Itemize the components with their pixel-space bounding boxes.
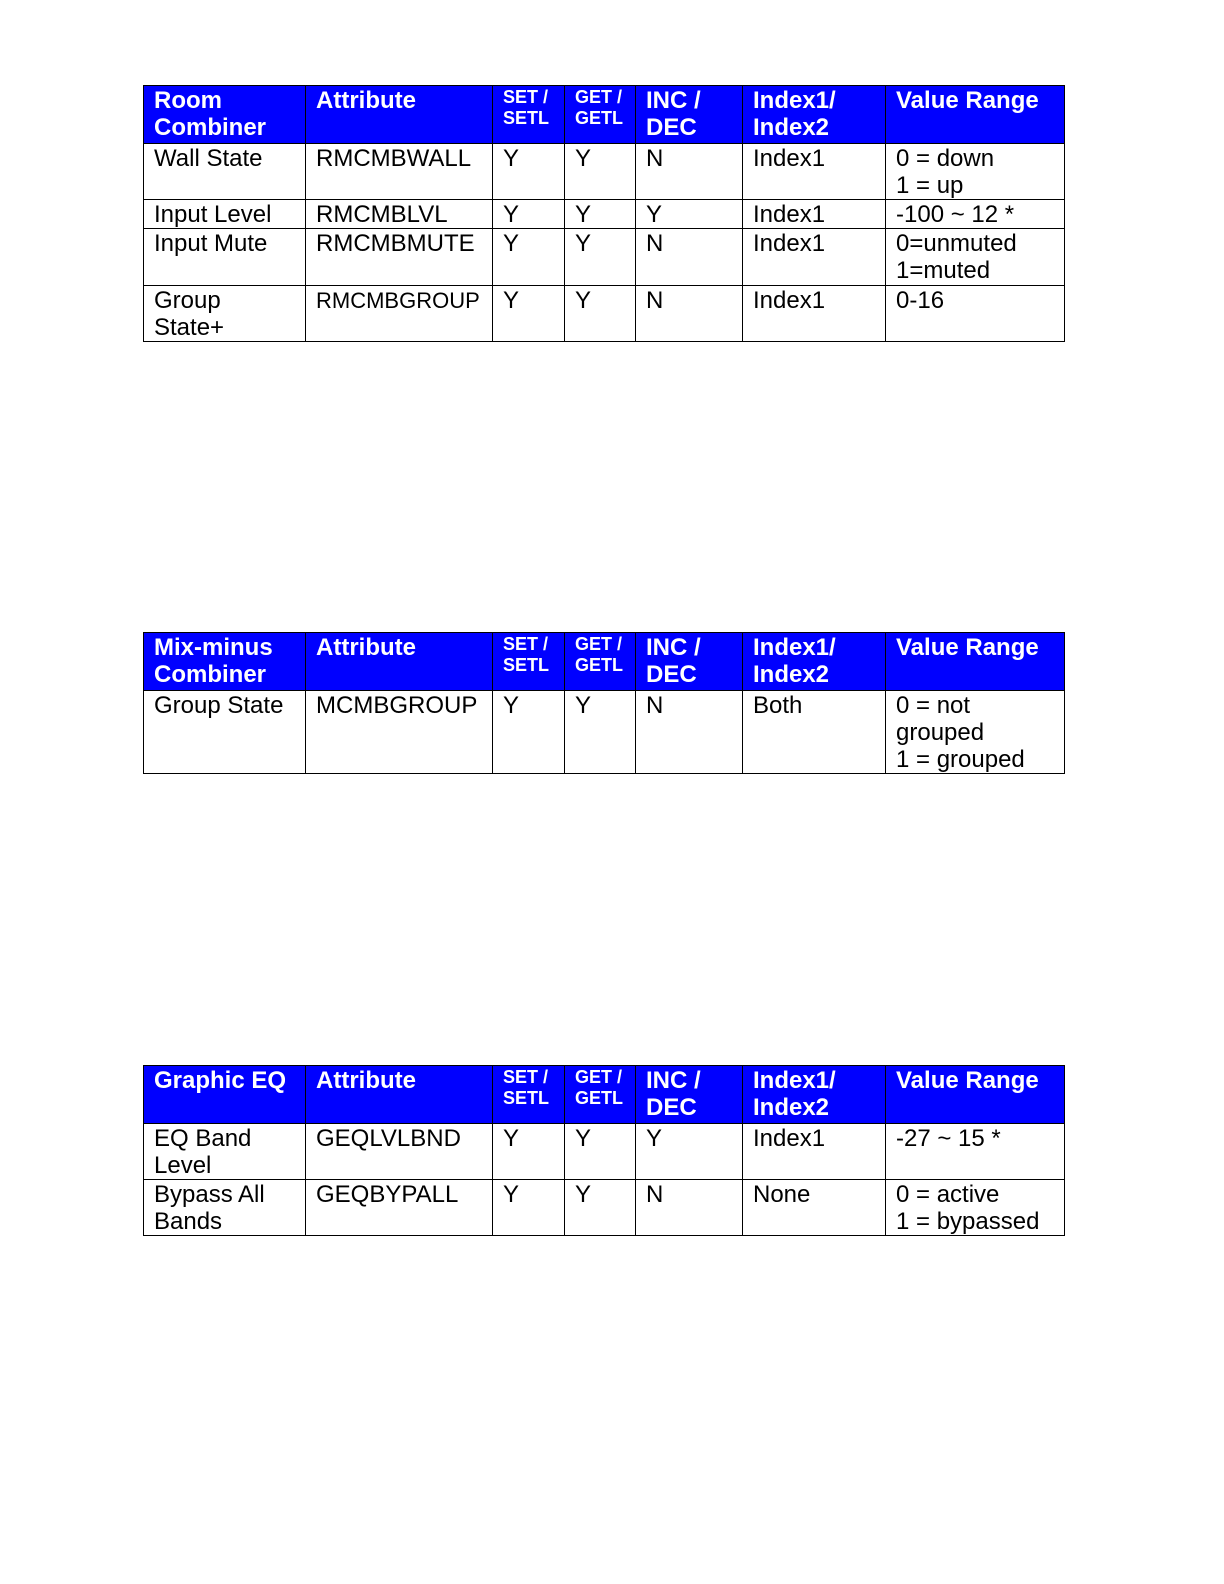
- table-row: [144, 691, 1065, 774]
- table-header-row: [144, 86, 1065, 144]
- header-set: SET / SETL: [493, 633, 565, 691]
- cell-index: Index1: [743, 200, 886, 229]
- cell-name: Group State: [144, 691, 306, 774]
- table-row: [144, 1124, 1065, 1180]
- header-get: GET / GETL: [565, 633, 636, 691]
- cell-attribute: RMCMBWALL: [306, 144, 493, 200]
- cell-get: Y: [565, 144, 636, 200]
- header-value-range: Value Range: [886, 1066, 1065, 1124]
- cell-inc-dec: N: [636, 1180, 743, 1236]
- cell-name: EQ Band Level: [144, 1124, 306, 1180]
- header-value-range: Value Range: [886, 86, 1065, 144]
- table-row: [144, 144, 1065, 200]
- cell-attribute: RMCMBGROUP: [306, 286, 493, 342]
- cell-attribute: GEQLVLBND: [306, 1124, 493, 1180]
- cell-get: Y: [565, 200, 636, 229]
- cell-index: Index1: [743, 144, 886, 200]
- cell-index: Index1: [743, 229, 886, 286]
- header-index: Index1/ Index2: [743, 1066, 886, 1124]
- table-row: [144, 229, 1065, 286]
- cell-name: Input Level: [144, 200, 306, 229]
- cell-attribute: GEQBYPALL: [306, 1180, 493, 1236]
- cell-inc-dec: N: [636, 229, 743, 286]
- cell-set: Y: [493, 144, 565, 200]
- cell-name: Group State+: [144, 286, 306, 342]
- table-title: Mix-minus Combiner: [144, 633, 306, 691]
- cell-set: Y: [493, 1180, 565, 1236]
- table-header-row: [144, 633, 1065, 691]
- header-get: GET / GETL: [565, 1066, 636, 1124]
- table-title: Room Combiner: [144, 86, 306, 144]
- cell-attribute: RMCMBLVL: [306, 200, 493, 229]
- cell-index: Index1: [743, 286, 886, 342]
- header-inc-dec: INC / DEC: [636, 86, 743, 144]
- header-attribute: Attribute: [306, 86, 493, 144]
- cell-set: Y: [493, 200, 565, 229]
- header-index: Index1/ Index2: [743, 633, 886, 691]
- cell-get: Y: [565, 1124, 636, 1180]
- cell-set: Y: [493, 691, 565, 774]
- header-inc-dec: INC / DEC: [636, 633, 743, 691]
- table-header-row: [144, 1066, 1065, 1124]
- graphic-eq-table: [143, 1065, 1065, 1236]
- cell-set: Y: [493, 1124, 565, 1180]
- cell-attribute: RMCMBMUTE: [306, 229, 493, 286]
- cell-value-range: -27 ~ 15 *: [886, 1124, 1065, 1180]
- header-attribute: Attribute: [306, 633, 493, 691]
- cell-attribute: MCMBGROUP: [306, 691, 493, 774]
- header-value-range: Value Range: [886, 633, 1065, 691]
- table-row: [144, 200, 1065, 229]
- cell-name: Bypass All Bands: [144, 1180, 306, 1236]
- room-combiner-table: [143, 85, 1065, 342]
- cell-value-range: 0 = down 1 = up: [886, 144, 1065, 200]
- cell-name: Input Mute: [144, 229, 306, 286]
- cell-index: None: [743, 1180, 886, 1236]
- table-title: Graphic EQ: [144, 1066, 306, 1124]
- mix-minus-combiner-table: [143, 632, 1065, 774]
- table-row: [144, 1180, 1065, 1236]
- cell-get: Y: [565, 286, 636, 342]
- cell-inc-dec: N: [636, 144, 743, 200]
- cell-value-range: -100 ~ 12 *: [886, 200, 1065, 229]
- cell-name: Wall State: [144, 144, 306, 200]
- header-get: GET / GETL: [565, 86, 636, 144]
- cell-value-range: 0 = active 1 = bypassed: [886, 1180, 1065, 1236]
- cell-inc-dec: N: [636, 691, 743, 774]
- cell-inc-dec: N: [636, 286, 743, 342]
- cell-value-range: 0 = not grouped 1 = grouped: [886, 691, 1065, 774]
- header-set: SET / SETL: [493, 86, 565, 144]
- cell-get: Y: [565, 1180, 636, 1236]
- cell-value-range: 0-16: [886, 286, 1065, 342]
- cell-inc-dec: Y: [636, 200, 743, 229]
- header-inc-dec: INC / DEC: [636, 1066, 743, 1124]
- header-index: Index1/ Index2: [743, 86, 886, 144]
- cell-get: Y: [565, 691, 636, 774]
- header-attribute: Attribute: [306, 1066, 493, 1124]
- header-set: SET / SETL: [493, 1066, 565, 1124]
- cell-set: Y: [493, 286, 565, 342]
- cell-inc-dec: Y: [636, 1124, 743, 1180]
- cell-index: Both: [743, 691, 886, 774]
- cell-value-range: 0=unmuted 1=muted: [886, 229, 1065, 286]
- cell-index: Index1: [743, 1124, 886, 1180]
- table-row: [144, 286, 1065, 342]
- cell-get: Y: [565, 229, 636, 286]
- cell-set: Y: [493, 229, 565, 286]
